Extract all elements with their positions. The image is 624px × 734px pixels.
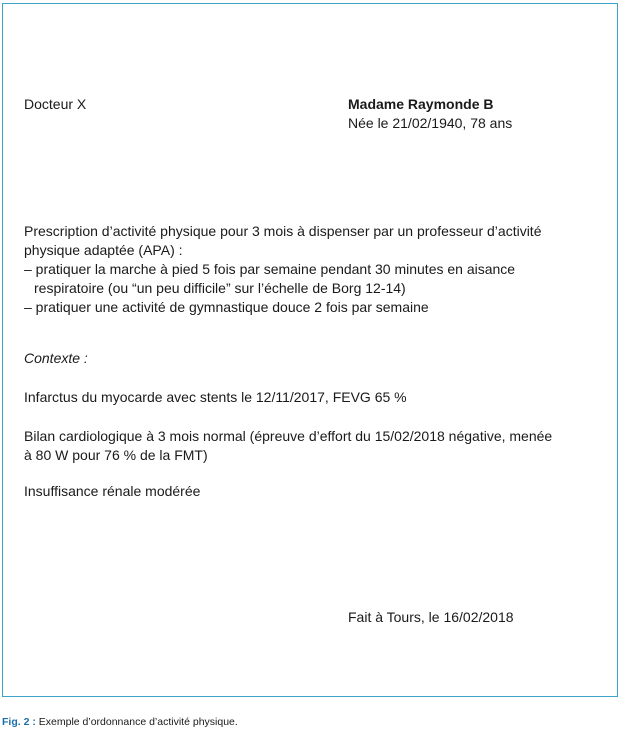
prescription-line: physique adaptée (APA) : — [24, 242, 183, 258]
doctor-name: Docteur X — [24, 96, 87, 112]
prescription-block — [24, 222, 542, 317]
prescription-line: Prescription d’activité physique pour 3 mois à dispenser par un professeur d’activité — [24, 223, 542, 239]
prescription-item: – pratiquer une activité de gymnastique douce 2 fois par semaine — [24, 299, 429, 315]
patient-name: Madame Raymonde B — [348, 96, 494, 112]
context-renal: Insuffisance rénale modérée — [24, 483, 201, 499]
context-bilan — [24, 427, 552, 465]
context-bilan-line: Bilan cardiologique à 3 mois normal (épreuve d’effort du 15/02/2018 négative, menée — [24, 428, 553, 444]
figure-label: Fig. 2 : — [2, 716, 36, 728]
context-infarctus: Infarctus du myocarde avec stents le 12/11/2017, FEVG 65 % — [24, 389, 407, 405]
prescription-item-continuation: respiratoire (ou “un peu difficile” sur l’échelle de Borg 12-14) — [34, 280, 406, 296]
figure-caption-text: Exemple d’ordonnance d’activité physique. — [35, 716, 238, 728]
context-title: Contexte : — [24, 350, 88, 366]
prescription-item: – pratiquer la marche à pied 5 fois par semaine pendant 30 minutes en aisance — [24, 261, 516, 277]
figure-caption — [2, 716, 238, 729]
signature-place-date: Fait à Tours, le 16/02/2018 — [348, 609, 514, 625]
patient-birth: Née le 21/02/1940, 78 ans — [348, 115, 513, 131]
prescription-frame — [2, 3, 618, 697]
context-bilan-line: à 80 W pour 76 % de la FMT) — [24, 447, 208, 463]
